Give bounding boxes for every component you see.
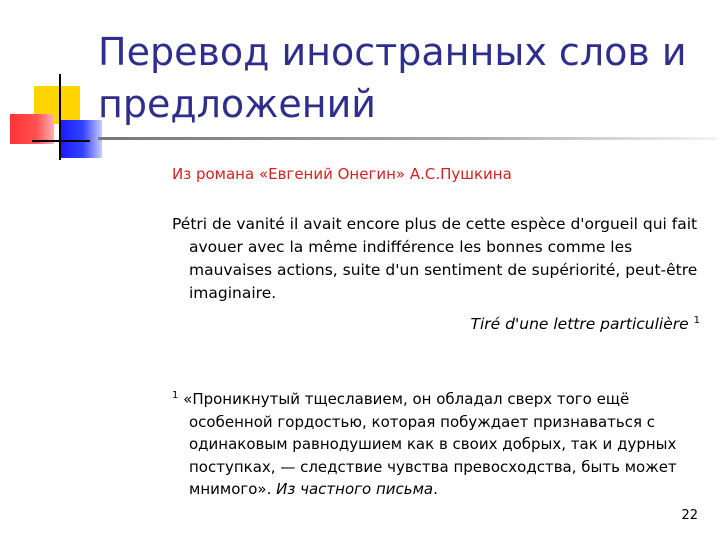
attribution-text: Tiré d'une lettre particulière — [470, 315, 689, 333]
translation-footnote-marker: 1 — [172, 390, 179, 401]
title-underline — [98, 137, 718, 140]
french-quote: Pétri de vanité il avait encore plus de cette espèce d'orgueil qui fait avouer avec la même indifférence les bonnes comme les mauvaises actions, suite d'un sentiment de supériorité, peut-être imaginaire. — [172, 215, 698, 302]
decor-vertical-line — [59, 74, 61, 160]
quote-attribution — [172, 313, 700, 336]
decor-horizontal-line — [32, 140, 90, 142]
translation-source: Из частного письма — [276, 480, 434, 498]
slide-title: Перевод иностранных слов и предложений — [98, 30, 687, 126]
translation-text: «Проникнутый тщеславием, он обладал сверх того ещё особенной гордостью, которая побуждает признаваться с одинаковым равнодушием как в своих добрых, так и дурных поступках, — следствие чувства превосходства, быть может мнимого». — [183, 390, 677, 498]
page-number: 22 — [681, 508, 698, 523]
decor-blue-square — [60, 120, 102, 158]
translation-end: . — [433, 480, 438, 498]
russian-translation — [172, 388, 717, 501]
footnote-marker: 1 — [693, 314, 700, 326]
source-subtitle: Из романа «Евгений Онегин» А.С.Пушкина — [172, 165, 512, 183]
